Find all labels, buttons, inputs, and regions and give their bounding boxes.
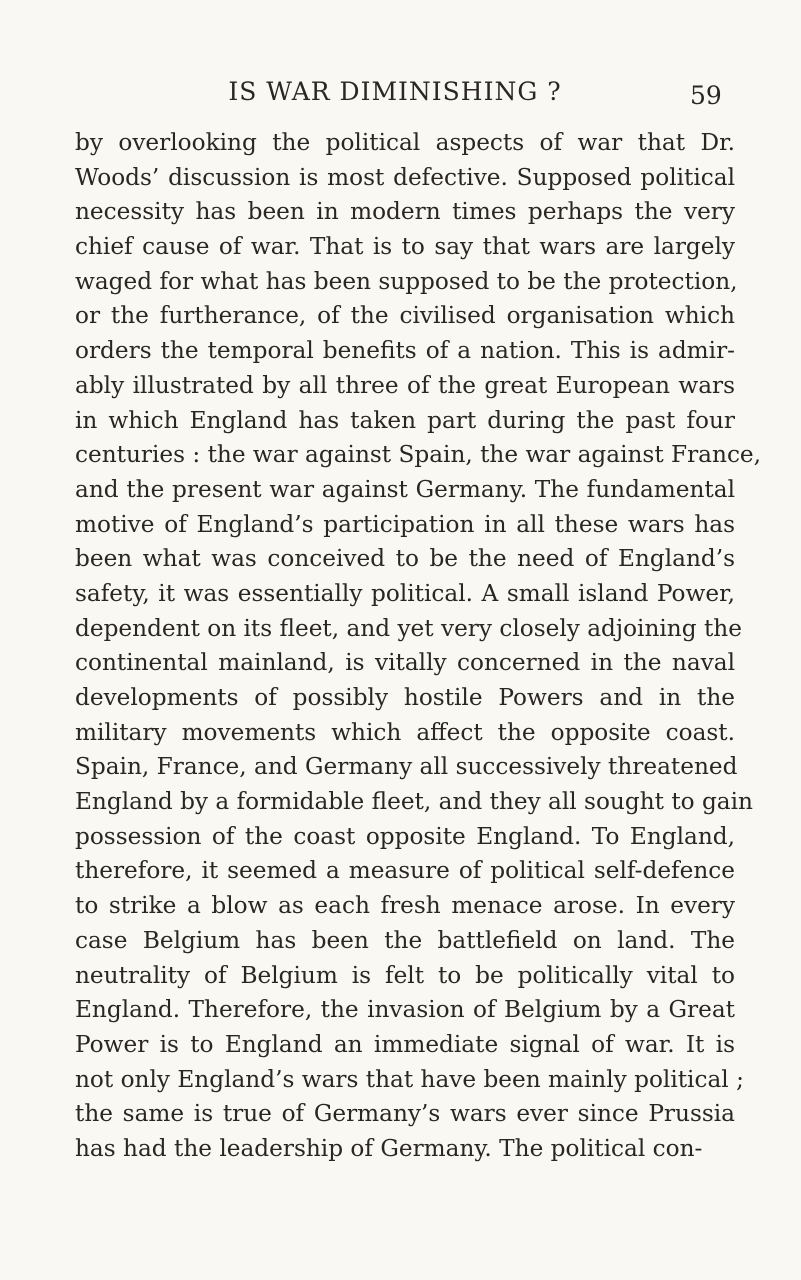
text-line: safety, it was essentially political. A small island Power, — [75, 579, 735, 607]
text-line: and the present war against Germany. The fundamental — [75, 475, 735, 503]
text-line: motive of England’s participation in all these wars has — [75, 510, 735, 538]
text-line: England by a formidable fleet, and they all sought to gain — [75, 788, 753, 816]
text-line: Power is to England an immediate signal of war. It is — [75, 1030, 735, 1058]
text-line: dependent on its fleet, and yet very closely adjoining the — [75, 614, 742, 642]
text-line: Woods’ discussion is most defective. Supposed political — [75, 163, 735, 191]
text-line: or the furtherance, of the civilised organisation which — [75, 302, 735, 330]
text-line: possession of the coast opposite England. To England, — [75, 822, 735, 850]
text-line: chief cause of war. That is to say that wars are largely — [75, 233, 735, 261]
text-line: continental mainland, is vitally concerned in the naval — [75, 649, 735, 677]
text-line: case Belgium has been the battlefield on land. The — [75, 926, 735, 954]
text-line: Spain, France, and Germany all successively threatened — [75, 753, 738, 781]
text-line: ably illustrated by all three of the great European wars — [75, 371, 735, 399]
text-line: neutrality of Belgium is felt to be politically vital to — [75, 961, 735, 989]
text-line: waged for what has been supposed to be the protection, — [75, 267, 738, 295]
text-line: military movements which affect the opposite coast. — [75, 718, 735, 746]
text-line: centuries : the war against Spain, the war against France, — [75, 441, 762, 469]
text-line: in which England has taken part during the past four — [75, 406, 735, 434]
body-text — [75, 126, 762, 1167]
text-line: England. Therefore, the invasion of Belgium by a Great — [75, 996, 735, 1024]
text-line: been what was conceived to be the need of England’s — [75, 545, 735, 573]
text-line: developments of possibly hostile Powers and in the — [75, 684, 735, 711]
text-line: orders the temporal benefits of a nation. This is admir- — [75, 337, 735, 365]
text-line: to strike a blow as each fresh menace arose. In every — [75, 892, 735, 920]
text-line: not only England’s wars that have been mainly political ; — [75, 1065, 744, 1093]
running-head — [0, 72, 801, 112]
text-line: the same is true of Germany’s wars ever since Prussia — [75, 1100, 735, 1128]
page-number: 59 — [690, 81, 722, 110]
running-title: IS WAR DIMINISHING ? — [228, 77, 562, 106]
text-line: necessity has been in modern times perhaps the very — [75, 198, 735, 226]
text-line: has had the leadership of Germany. The political con- — [75, 1134, 703, 1162]
text-line: by overlooking the political aspects of war that Dr. — [75, 129, 735, 156]
text-line: therefore, it seemed a measure of political self-defence — [75, 857, 735, 885]
